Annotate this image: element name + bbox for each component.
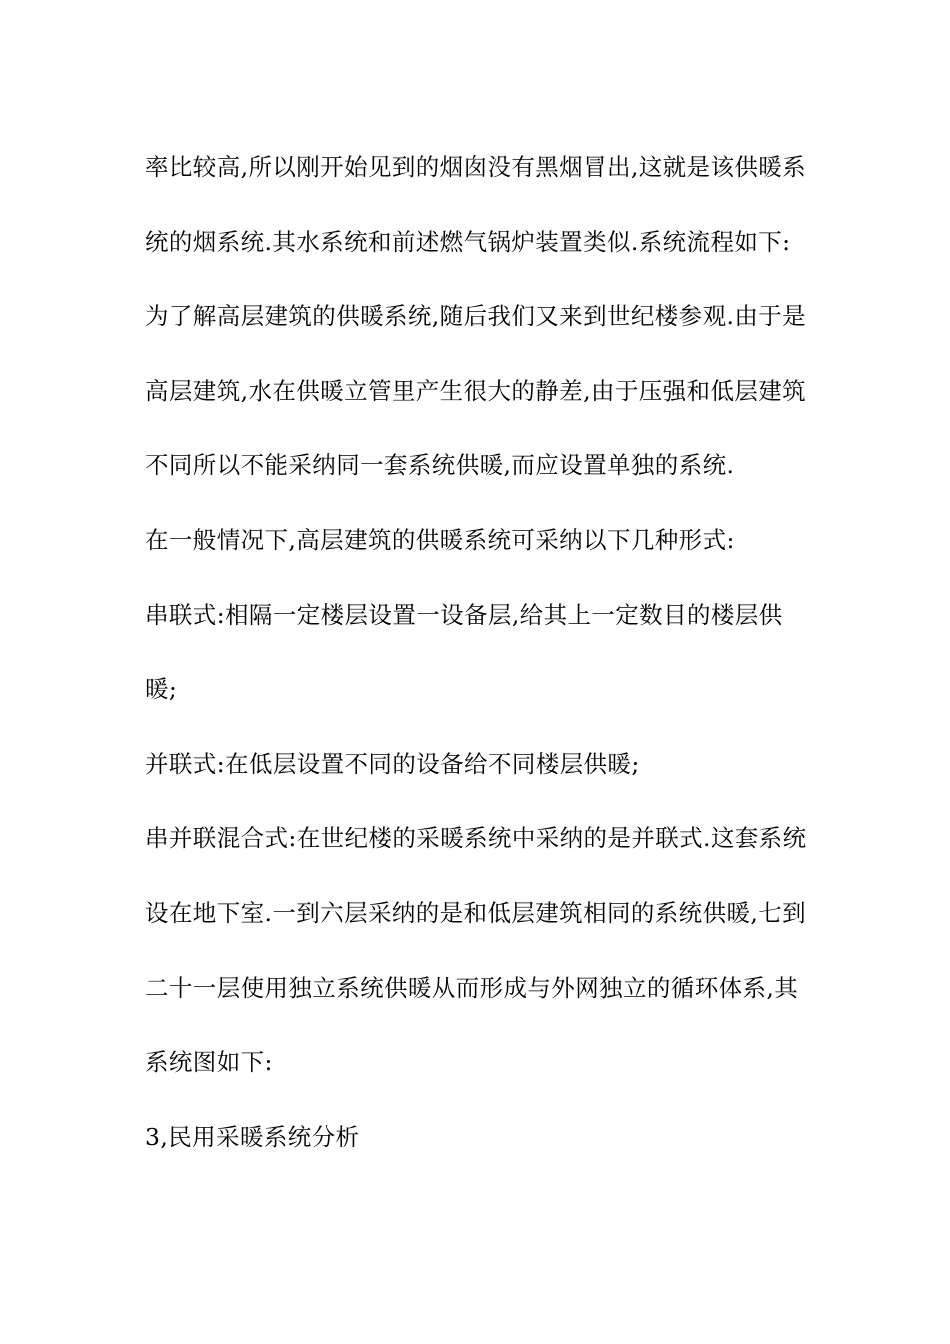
section-heading-civil-heating: 3,民用采暖系统分析 (145, 1122, 360, 1151)
paragraph-chimney-system: 率比较高,所以刚开始见到的烟囱没有黑烟冒出,这就是该供暖系统的烟系统.其水系统和前述燃气锅炉装置类似.系统流程如下: (145, 153, 807, 256)
paragraph-high-rise-visit: 为了解高层建筑的供暖系统,随后我们又来到世纪楼参观.由于是高层建筑,水在供暖立管里产生很大的静差,由于压强和低层建筑不同所以不能采纳同一套系统供暖,而应设置单独的系统. (145, 302, 807, 480)
paragraph-system-forms-intro: 在一般情况下,高层建筑的供暖系统可采纳以下几种形式: (145, 525, 735, 554)
paragraph-series-type: 串联式:相隔一定楼层设置一设备层,给其上一定数目的楼层供暖; (145, 600, 783, 704)
paragraph-parallel-type: 并联式:在低层设置不同的设备给不同楼层供暖; (145, 749, 640, 778)
document-body (145, 130, 810, 1174)
paragraph-mixed-type: 串并联混合式:在世纪楼的采暖系统中采纳的是并联式.这套系统设在地下室.一到六层采纳的是和低层建筑相同的系统供暖,七到二十一层使用独立系统供暖从而形成与外网独立的循环体系,其系统图如下: (145, 824, 807, 1077)
